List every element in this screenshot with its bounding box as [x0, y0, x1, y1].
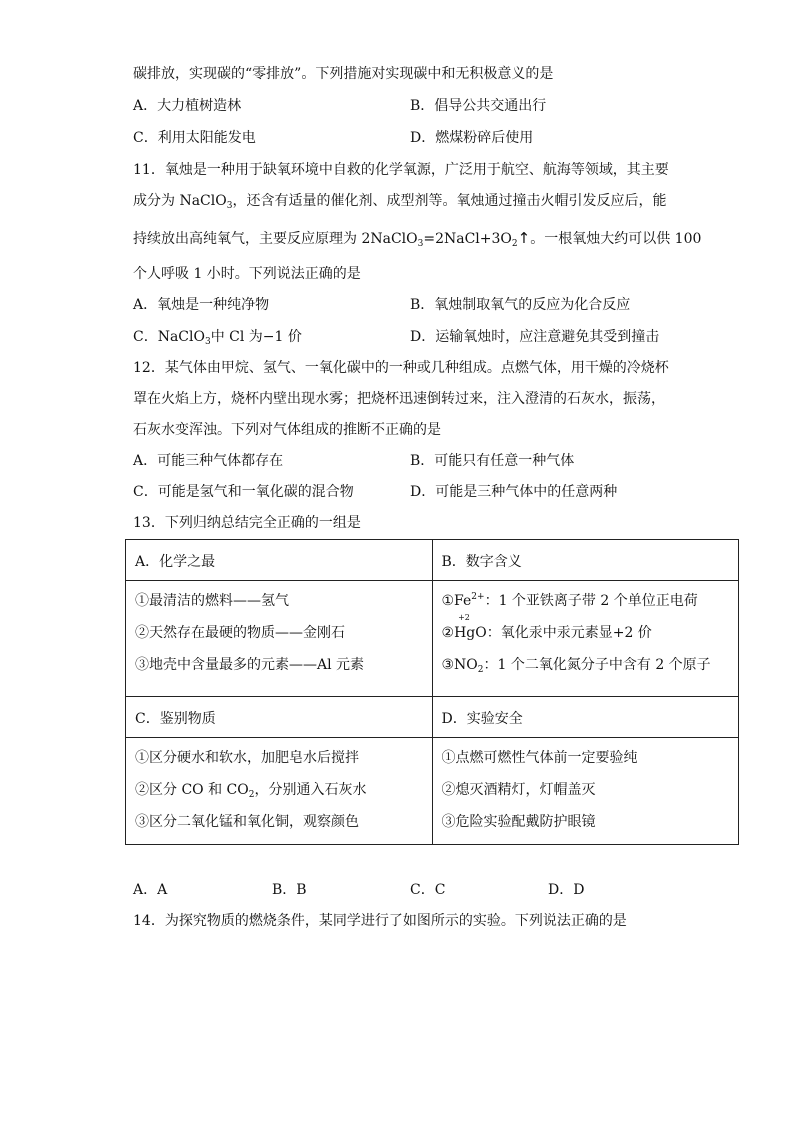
cell-text: ，分别通入石灰水	[254, 782, 367, 798]
cell-b-item	[442, 655, 739, 687]
q11-text: =2NaCl+3O	[423, 231, 512, 247]
q11-stem-line4: 个人呼吸 1 小时。下列说法正确的是	[133, 266, 361, 282]
cell-text: ：氧化汞中汞元素显+2 价	[486, 625, 652, 641]
cell-a-item: ③地壳中含量最多的元素——Al 元素	[135, 657, 365, 673]
q12-stem-line2: 罩在火焰上方，烧杯内壁出现水雾；把烧杯迅速倒转过来，注入澄清的石灰水，振荡，	[133, 391, 665, 407]
cell-c-item	[135, 780, 432, 812]
cell-b-item	[441, 613, 739, 655]
cell-b-title: B．数字含义	[432, 540, 739, 581]
q13-answer-a: A．A	[133, 882, 168, 898]
q11-option-c	[133, 327, 302, 347]
cell-a-title: A．化学之最	[126, 540, 433, 581]
q11-subscript: 3	[226, 201, 233, 211]
q13-answer-c: C．C	[410, 882, 446, 898]
cell-d-item: ②熄灭酒精灯，灯帽盖灭	[441, 782, 596, 798]
q10-stem: 碳排放，实现碳的“零排放”。下列措施对实现碳中和无积极意义的是	[133, 66, 554, 82]
q12-option-c: C．可能是氢气和一氧化碳的混合物	[133, 484, 354, 500]
q13-answer-d: D．D	[548, 882, 585, 898]
q10-option-a: A．大力植树造林	[133, 98, 242, 114]
cell-c-item: ③区分二氧化锰和氧化铜，观察颜色	[135, 814, 359, 830]
q11-stem-line2	[133, 191, 666, 211]
q10-option-b: B．倡导公共交通出行	[410, 98, 547, 114]
q11-text: 。一根氧烛大约可以供 100	[530, 231, 702, 247]
q14-stem: 14．为探究物质的燃烧条件，某同学进行了如图所示的实验。下列说法正确的是	[133, 913, 627, 929]
q11-option-a: A．氧烛是一种纯净物	[133, 297, 270, 313]
cell-text: ①Fe	[441, 593, 472, 609]
q13-answer-b: B．B	[272, 882, 307, 898]
formula-subscript: 2	[248, 790, 255, 800]
q11-text: ，还含有适量的催化剂、成型剂等。氧烛通过撞击火帽引发反应后，能	[232, 193, 667, 209]
q12-option-a: A．可能三种气体都存在	[133, 453, 284, 469]
cell-c-body	[126, 738, 433, 845]
q11-subscript: 3	[204, 337, 211, 347]
cell-b-item	[442, 591, 739, 623]
cell-text: ③NO	[441, 657, 478, 673]
q11-option-d: D．运输氧烛时，应注意避免其受到撞击	[410, 329, 660, 345]
valence-formula	[454, 613, 487, 643]
q12-option-d: D．可能是三种气体中的任意两种	[410, 484, 618, 500]
formula-subscript: 2	[477, 665, 484, 675]
q11-option-b: B．氧烛制取氧气的反应为化合反应	[410, 297, 631, 313]
ion-charge-superscript: 2+	[471, 592, 485, 602]
cell-a-body	[126, 581, 433, 697]
cell-text: ②区分 CO 和 CO	[135, 782, 249, 798]
q11-text: 中 Cl 为−1 价	[210, 329, 302, 345]
q11-stem-line1: 11．氧烛是一种用于缺氧环境中自救的化学氧源，广泛用于航空、航海等领域，其主要	[133, 162, 669, 178]
q12-stem-line1: 12．某气体由甲烷、氢气、一氧化碳中的一种或几种组成。点燃气体，用干燥的冷烧杯	[133, 360, 669, 376]
q10-option-d: D．燃煤粉碎后使用	[410, 130, 534, 146]
q11-text: C．NaClO	[133, 329, 205, 345]
q11-text: 持续放出高纯氧气，主要反应原理为 2NaClO	[133, 231, 418, 247]
cell-a-item: ①最清洁的燃料——氢气	[135, 593, 289, 609]
cell-c-item: ①区分硬水和软水，加肥皂水后搅拌	[135, 750, 359, 766]
q12-option-b: B．可能只有任意一种气体	[410, 453, 575, 469]
cell-text: ②	[441, 625, 455, 641]
cell-a-item: ②天然存在最硬的物质——金刚石	[135, 625, 345, 641]
q13-summary-table	[125, 539, 739, 845]
cell-d-title: D．实验安全	[432, 697, 739, 738]
formula-text: HgO	[454, 625, 487, 641]
cell-d-item: ①点燃可燃性气体前一定要验纯	[441, 750, 638, 766]
valence-mark: +2	[458, 613, 470, 622]
q11-text: 成分为 NaClO	[133, 193, 227, 209]
cell-c-title: C．鉴别物质	[126, 697, 433, 738]
q11-subscript: 3	[417, 239, 424, 249]
cell-d-item: ③危险实验配戴防护眼镜	[441, 814, 596, 830]
q12-stem-line3: 石灰水变浑浊。下列对气体组成的推断不正确的是	[133, 422, 441, 438]
q10-option-c: C．利用太阳能发电	[133, 130, 256, 146]
q13-stem: 13．下列归纳总结完全正确的一组是	[133, 515, 361, 531]
cell-b-body	[432, 581, 739, 697]
q11-stem-line3	[133, 228, 701, 249]
q11-subscript: 2	[511, 239, 518, 249]
cell-text: ：1 个亚铁离子带 2 个单位正电荷	[484, 593, 698, 609]
gas-arrow-icon: ↑	[517, 229, 531, 247]
cell-text: ：1 个二氧化氮分子中含有 2 个原子	[483, 657, 711, 673]
cell-d-body	[432, 738, 739, 845]
